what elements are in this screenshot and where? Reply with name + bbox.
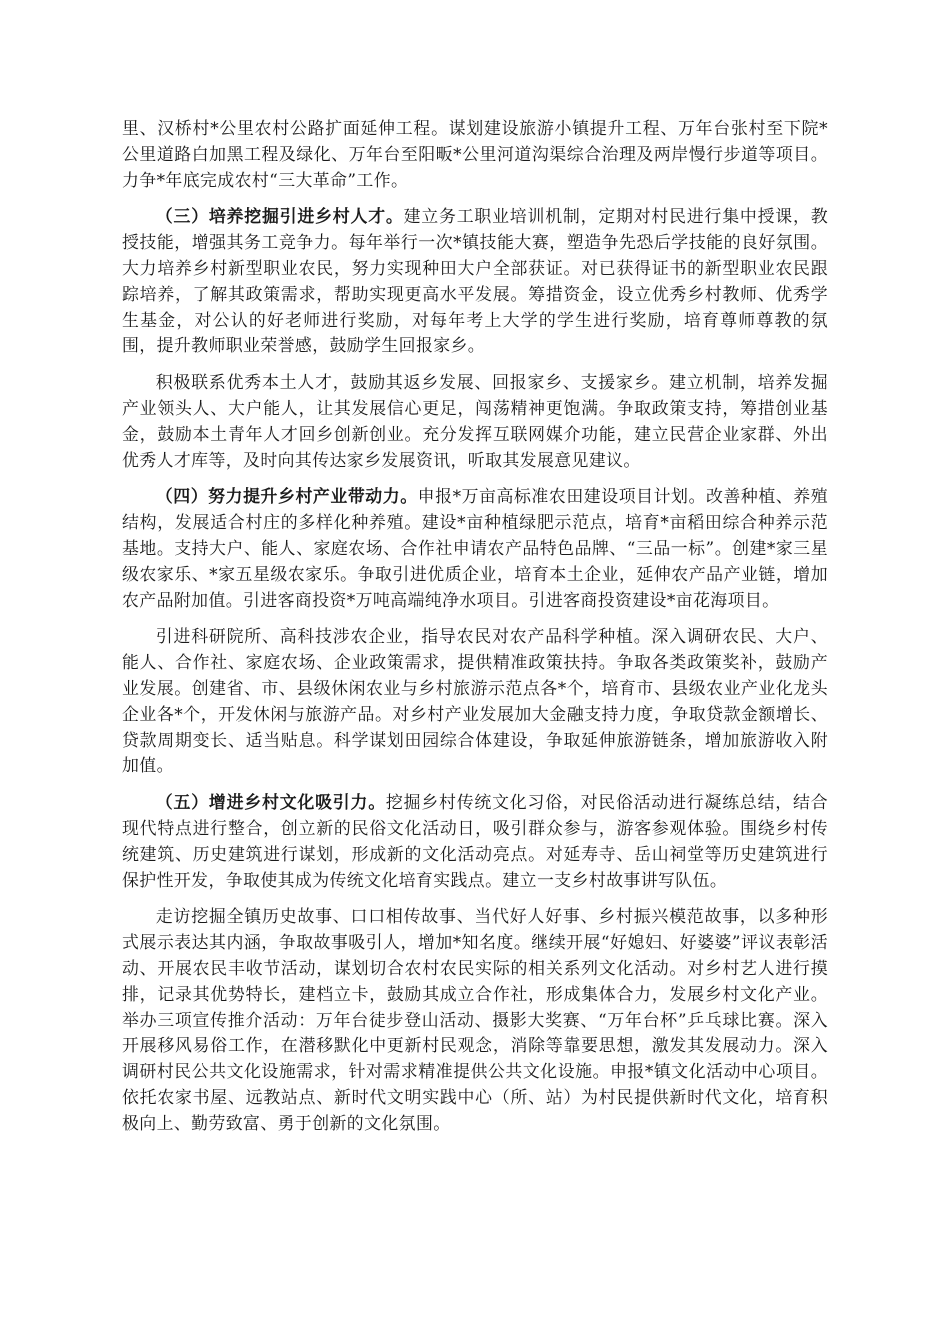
section-5-body: 挖掘乡村传统文化习俗，对民俗活动进行凝练总结，结合现代特点进行整合，创立新的民俗文化活动日，吸引群众参与，游客参观体验。围绕乡村传统建筑、历史建筑进行谋划，形成新的文化活动亮点。对延寿寺、岳山祠堂等历史建筑进行保护性开发，争取使其成为传统文化培育实践点。建立一支乡村故事讲写队伍。 xyxy=(122,792,829,890)
section-4-paragraph xyxy=(122,484,828,613)
section-3-heading: （三）培养挖掘引进乡村人才。 xyxy=(155,206,404,227)
culture-paragraph: 走访挖掘全镇历史故事、口口相传故事、当代好人好事、乡村振兴模范故事，以多种形式展示表达其内涵，争取故事吸引人，增加*知名度。继续开展“好媳妇、好婆婆”评议表彰活动、开展农民丰收节活动，谋划切合农村农民实际的相关系列文化活动。对乡村艺人进行摸排，记录其优势特长，建档立卡，鼓励其成立合作社，形成集体合力，发展乡村文化产业。举办三项宣传推介活动：万年台徒步登山活动、摄影大奖赛、“万年台杯”乒乓球比赛。深入开展移风易俗工作，在潜移默化中更新村民观念，消除等靠要思想，激发其发展动力。深入调研村民公共文化设施需求，针对需求精准提供公共文化设施。申报*镇文化活动中心项目。依托农家书屋、远教站点、新时代文明实践中心（所、站）为村民提供新时代文化，培育积极向上、勤劳致富、勇于创新的文化氛围。 xyxy=(122,906,828,1133)
section-4-heading: （四）努力提升乡村产业带动力。 xyxy=(155,486,418,507)
paragraph-continuation: 里、汉桥村*公里农村公路扩面延伸工程。谋划建设旅游小镇提升工程、万年台张村至下院*公里道路白加黑工程及绿化、万年台至阳畈*公里河道沟渠综合治理及两岸慢行步道等项目。力争*年底完成农村“三大革命”工作。 xyxy=(122,118,828,190)
section-4-body: 申报*万亩高标准农田建设项目计划。改善种植、养殖结构，发展适合村庄的多样化种养殖。建设*亩种植绿肥示范点，培育*亩稻田综合种养示范基地。支持大户、能人、家庭农场、合作社申请农产品特色品牌、“三品一标”。创建*家三星级农家乐、*家五星级农家乐。争取引进优质企业，培育本土企业，延伸农产品产业链，增加农产品附加值。引进客商投资*万吨高端纯净水项目。引进客商投资建设*亩花海项目。 xyxy=(122,486,829,610)
section-5-heading: （五）增进乡村文化吸引力。 xyxy=(155,792,386,813)
document-body xyxy=(122,116,828,1136)
section-3-body: 建立务工职业培训机制，定期对村民进行集中授课，教授技能，增强其务工竞争力。每年举行一次*镇技能大赛，塑造争先恐后学技能的良好氛围。大力培养乡村新型职业农民，努力实现种田大户全部获证。对已获得证书的新型职业农民跟踪培养，了解其政策需求，帮助实现更高水平发展。筹措资金，设立优秀乡村教师、优秀学生基金，对公认的好老师进行奖励，对每年考上大学的学生进行奖励，培育尊师尊教的氛围，提升教师职业荣誉感，鼓励学生回报家乡。 xyxy=(122,206,828,356)
talent-paragraph: 积极联系优秀本土人才，鼓励其返乡发展、回报家乡、支援家乡。建立机制，培养发掘产业领头人、大户能人，让其发展信心更足，闯荡精神更饱满。争取政策支持，筹措创业基金，鼓励本土青年人才回乡创新创业。充分发挥互联网媒介功能，建立民营企业家群、外出优秀人才库等，及时向其传达家乡发展资讯，听取其发展意见建议。 xyxy=(122,372,828,470)
section-5-paragraph xyxy=(122,790,828,893)
section-3-paragraph xyxy=(122,204,828,359)
industry-paragraph: 引进科研院所、高科技涉农企业，指导农民对农产品科学种植。深入调研农民、大户、能人、合作社、家庭农场、企业政策需求，提供精准政策扶持。争取各类政策奖补，鼓励产业发展。创建省、市、县级休闲农业与乡村旅游示范点各*个，培育市、县级农业产业化龙头企业各*个，开发休闲与旅游产品。对乡村产业发展加大金融支持力度，争取贷款金额增长、贷款周期变长、适当贴息。科学谋划田园综合体建设，争取延伸旅游链条，增加旅游收入附加值。 xyxy=(122,626,828,776)
